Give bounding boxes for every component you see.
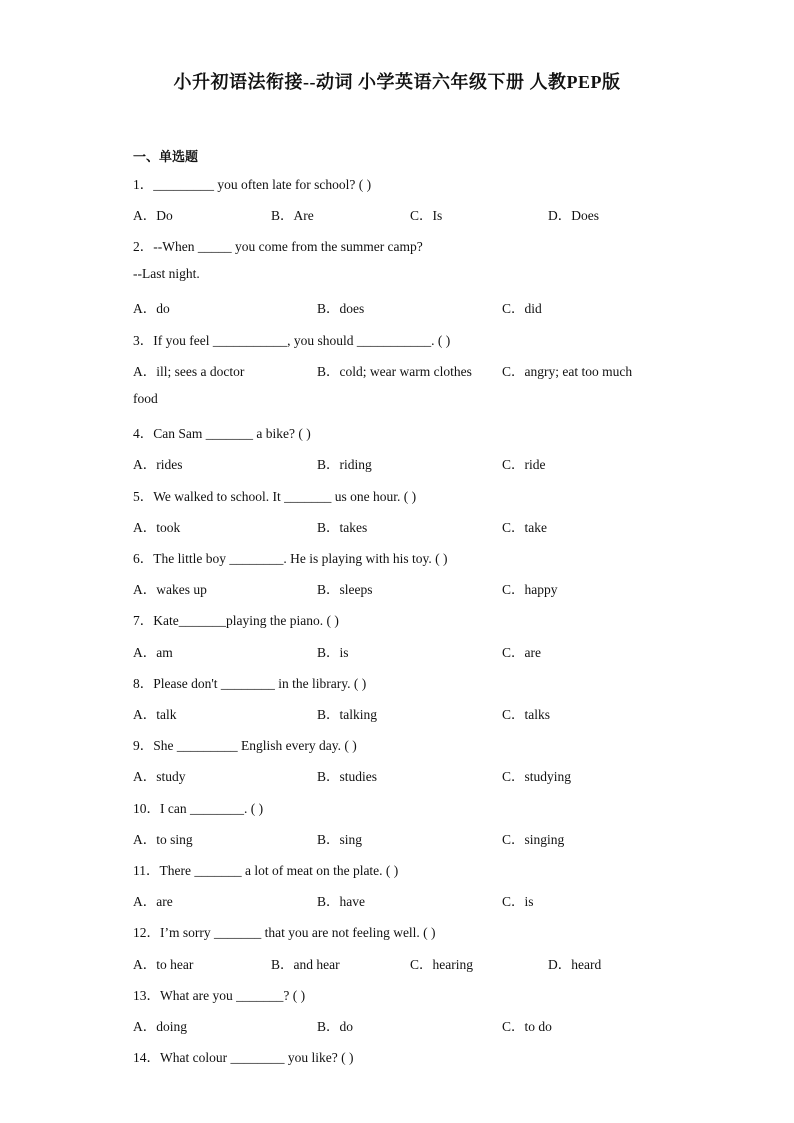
- question-8: 8．Please don't ________ in the library. ( ): [133, 676, 367, 691]
- option-b: B．and hear: [271, 957, 340, 972]
- option-c: C．Is: [410, 208, 443, 223]
- option-b: B．cold; wear warm clothes: [317, 364, 472, 379]
- option-a: A．Do: [133, 208, 173, 223]
- option-c: C．did: [502, 301, 542, 316]
- option-b: B．talking: [317, 707, 377, 722]
- section-heading: 一、单选题: [133, 149, 199, 164]
- option-d: D．heard: [548, 957, 602, 972]
- question-2-reply: --Last night.: [133, 266, 200, 281]
- question-6: 6．The little boy ________. He is playing with his toy. ( ): [133, 551, 448, 566]
- option-d: D．Does: [548, 208, 599, 223]
- option-c: C．singing: [502, 832, 565, 847]
- option-a: A．rides: [133, 457, 183, 472]
- option-c: C．to do: [502, 1019, 552, 1034]
- option-c: C．are: [502, 645, 541, 660]
- option-b: B．sleeps: [317, 582, 373, 597]
- question-4: 4．Can Sam _______ a bike? ( ): [133, 426, 311, 441]
- question-5: 5．We walked to school. It _______ us one hour. ( ): [133, 489, 417, 504]
- option-b: B．do: [317, 1019, 354, 1034]
- question-1: 1．_________ you often late for school? ( ): [133, 177, 372, 192]
- option-b: B．sing: [317, 832, 363, 847]
- question-12: 12．I’m sorry _______ that you are not feeling well. ( ): [133, 925, 436, 940]
- option-a: A．took: [133, 520, 181, 535]
- question-2: 2．--When _____ you come from the summer camp?: [133, 239, 423, 254]
- option-a: A．to sing: [133, 832, 193, 847]
- option-c: C．happy: [502, 582, 558, 597]
- option-a: A．talk: [133, 707, 177, 722]
- option-c: C．hearing: [410, 957, 473, 972]
- option-c: C．studying: [502, 769, 572, 784]
- option-a: A．am: [133, 645, 173, 660]
- option-b: B．does: [317, 301, 365, 316]
- option-a: A．ill; sees a doctor: [133, 364, 245, 379]
- question-14: 14．What colour ________ you like? ( ): [133, 1050, 354, 1065]
- option-b: B．studies: [317, 769, 378, 784]
- option-b: B．takes: [317, 520, 368, 535]
- question-13: 13．What are you _______? ( ): [133, 988, 306, 1003]
- option-a: A．to hear: [133, 957, 194, 972]
- option-c: C．is: [502, 894, 534, 909]
- option-c: C．take: [502, 520, 547, 535]
- page-title: 小升初语法衔接--动词 小学英语六年级下册 人教PEP版: [173, 72, 621, 92]
- option-c: C．ride: [502, 457, 546, 472]
- question-7: 7．Kate_______playing the piano. ( ): [133, 613, 339, 628]
- option-b: B．riding: [317, 457, 372, 472]
- question-10: 10．I can ________. ( ): [133, 801, 264, 816]
- question-3: 3．If you feel ___________, you should ___________. ( ): [133, 333, 451, 348]
- option-c: C．talks: [502, 707, 551, 722]
- question-11: 11．There _______ a lot of meat on the plate. ( ): [133, 863, 399, 878]
- option-a: A．are: [133, 894, 173, 909]
- option-a: A．do: [133, 301, 170, 316]
- option-a: A．doing: [133, 1019, 187, 1034]
- option-b: B．is: [317, 645, 349, 660]
- option-a: A．study: [133, 769, 186, 784]
- option-b: B．Are: [271, 208, 314, 223]
- option-a: A．wakes up: [133, 582, 207, 597]
- option-b: B．have: [317, 894, 365, 909]
- option-continuation: food: [133, 391, 158, 406]
- option-c: C．angry; eat too much: [502, 364, 633, 379]
- question-9: 9．She _________ English every day. ( ): [133, 738, 357, 753]
